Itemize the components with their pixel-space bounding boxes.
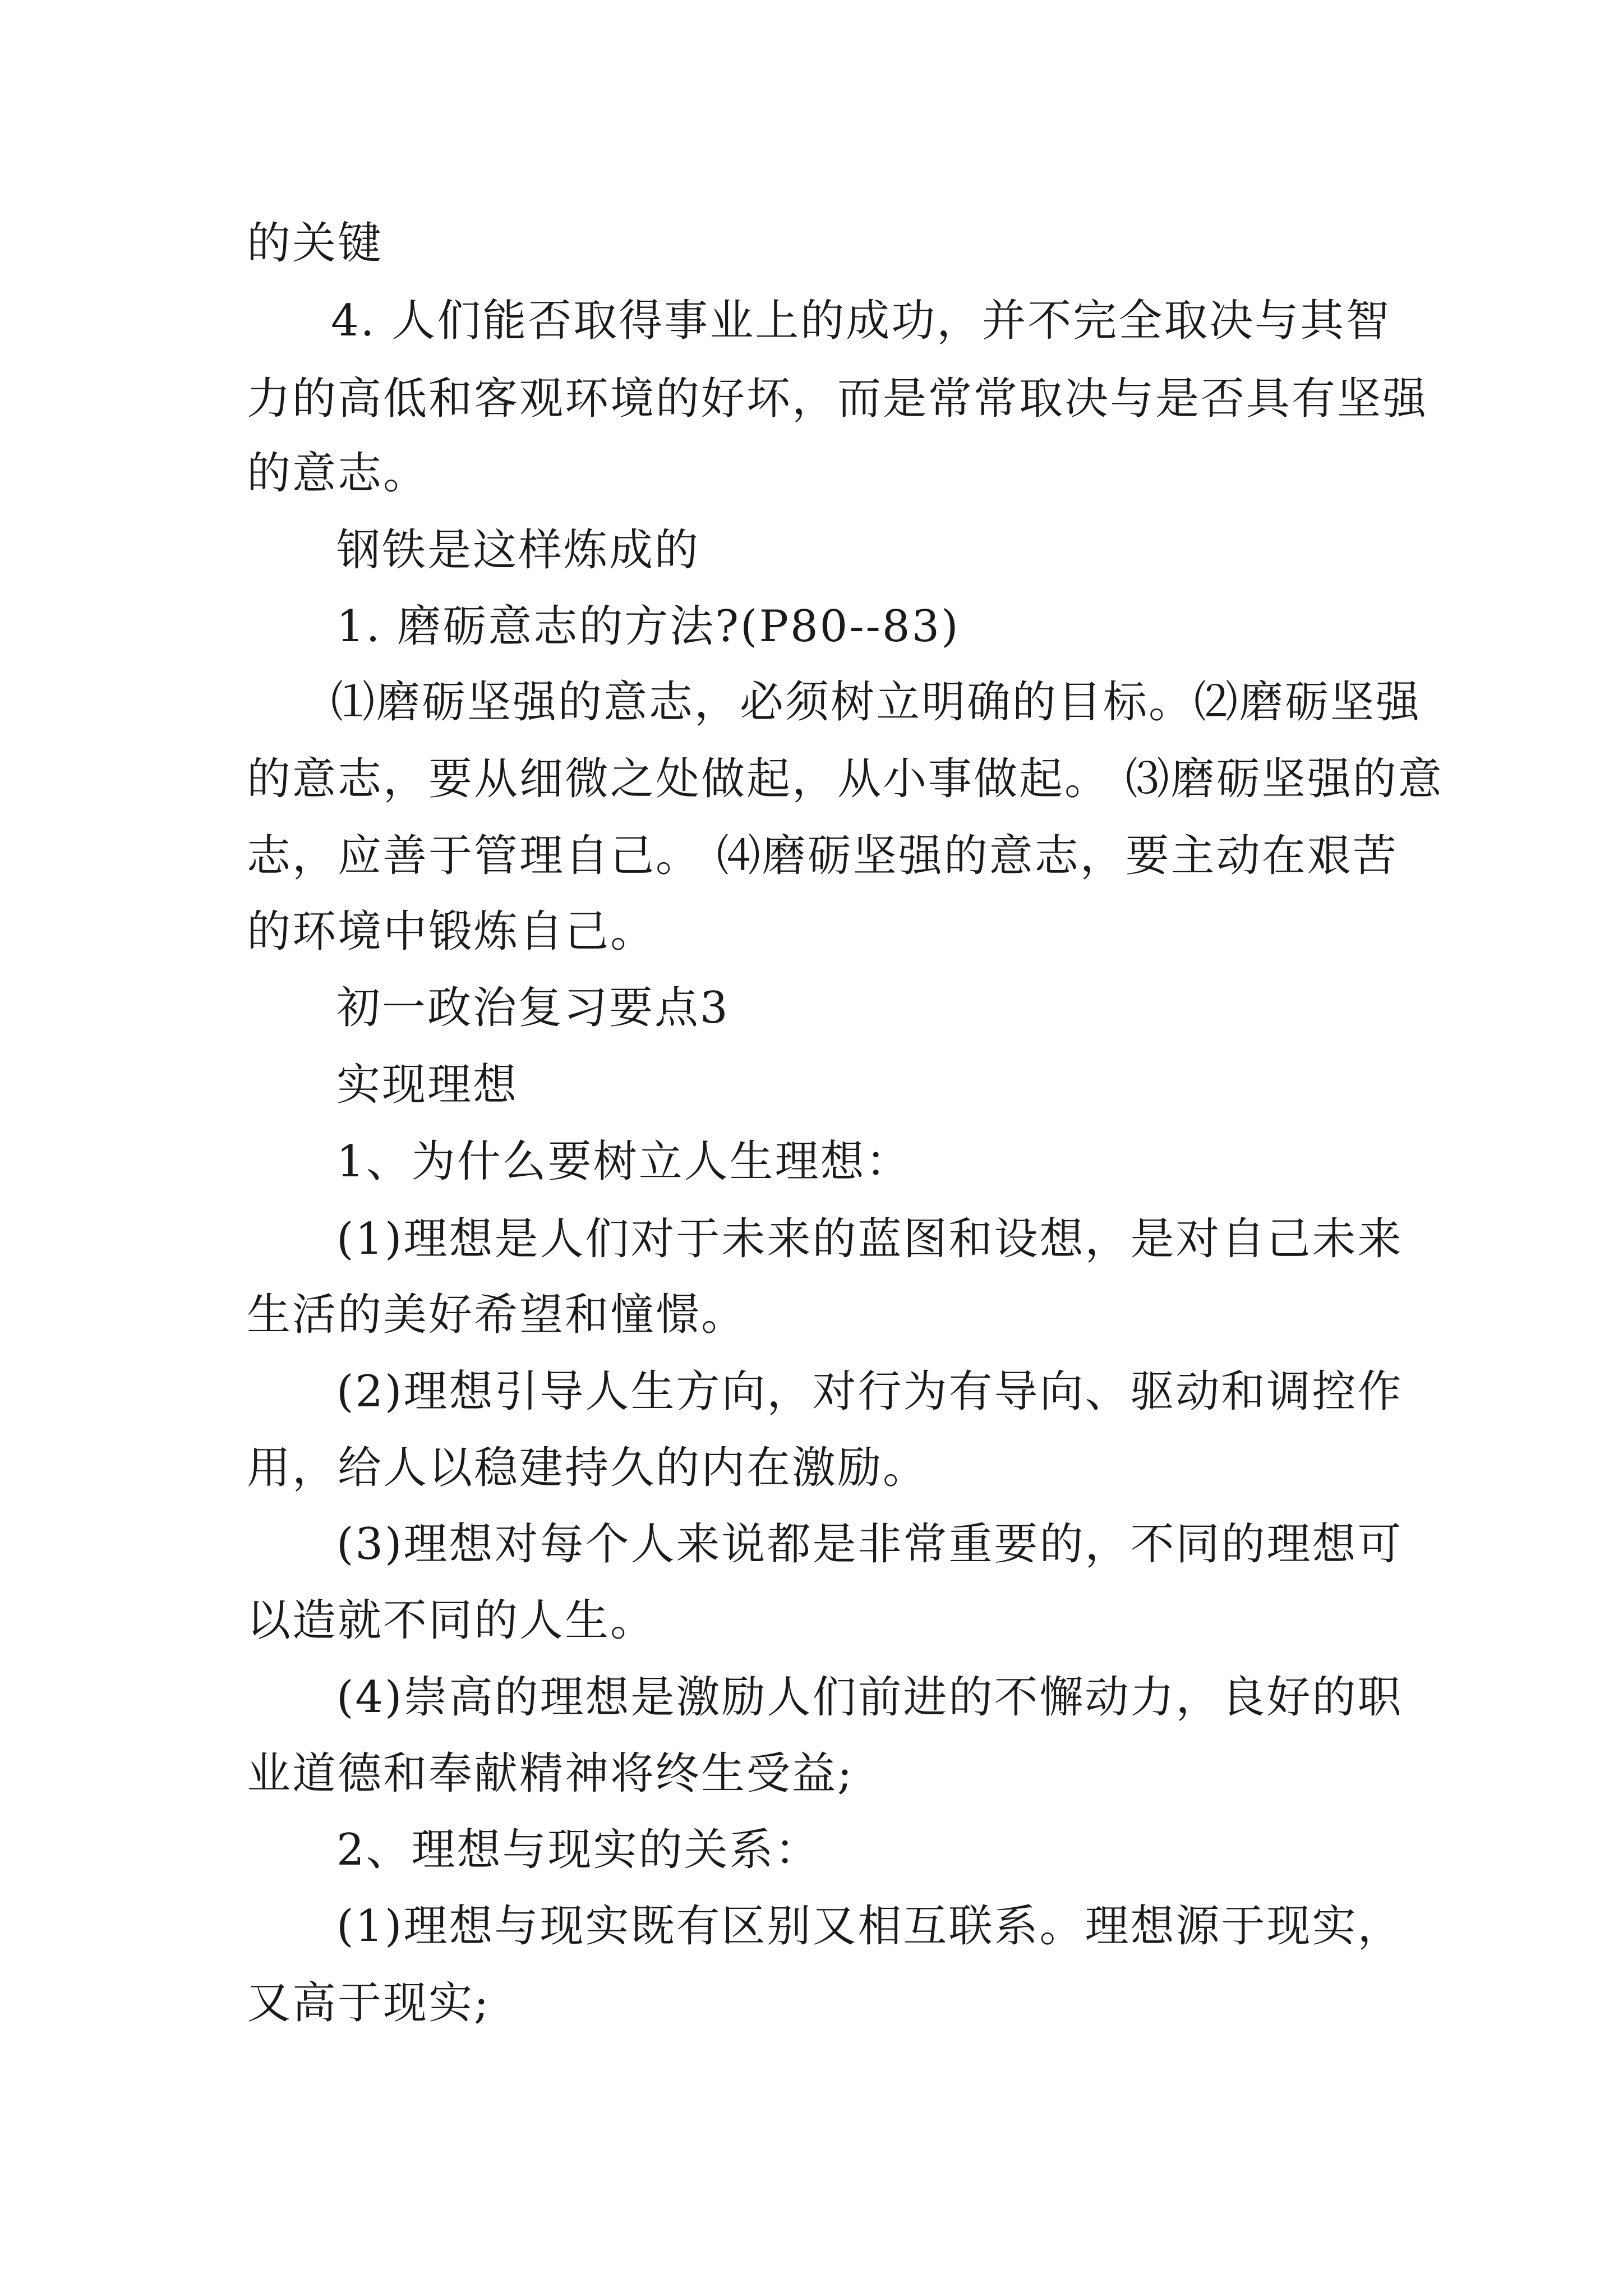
text-line: 4. 人们能否取得事业上的成功，并不完全取决与其智	[331, 296, 1391, 346]
text-line: (1)理想是人们对于未来的蓝图和设想，是对自己未来	[336, 1214, 1403, 1264]
text-line: 1. 磨砺意志的方法?(P80--83)	[336, 601, 960, 652]
text-line: 1、为什么要树立人生理想：	[336, 1137, 911, 1187]
text-line: (3)理想对每个人来说都是非常重要的，不同的理想可	[336, 1519, 1403, 1570]
text-line: 业道德和奉献精神将终生受益;	[247, 1749, 854, 1799]
text-line: 的关键	[247, 218, 384, 269]
text-line: 2、理想与现实的关系：	[336, 1825, 820, 1875]
text-line: 志，应善于管理自己。 ⑷磨砺坚强的意志，要主动在艰苦	[247, 831, 1398, 881]
text-line: 用，给人以稳建持久的内在激励。	[247, 1443, 929, 1493]
section-heading: 钢铁是这样炼成的	[336, 525, 700, 576]
text-line: 以造就不同的人生。	[247, 1595, 656, 1646]
text-line: ⑴磨砺坚强的意志，必须树立明确的目标。⑵磨砺坚强	[331, 677, 1422, 728]
text-line: 力的高低和客观环境的好坏，而是常常取决与是否具有坚强	[247, 374, 1428, 424]
section-heading: 初一政治复习要点3	[336, 983, 730, 1033]
text-line: (4)崇高的理想是激励人们前进的不懈动力，良好的职	[336, 1672, 1403, 1723]
text-line: (2)理想引导人生方向，对行为有导向、驱动和调控作	[336, 1366, 1403, 1417]
text-line: 的意志，要从细微之处做起，从小事做起。 ⑶磨砺坚强的意	[247, 754, 1444, 804]
text-line: 的意志。	[247, 448, 429, 499]
text-line: 生活的美好希望和憧憬。	[247, 1290, 747, 1340]
text-line: 又高于现实;	[247, 1978, 491, 2028]
section-heading: 实现理想	[336, 1060, 519, 1110]
text-line: 的环境中锻炼自己。	[247, 907, 656, 957]
text-line: (1)理想与现实既有区别又相互联系。理想源于现实，	[336, 1901, 1403, 1952]
